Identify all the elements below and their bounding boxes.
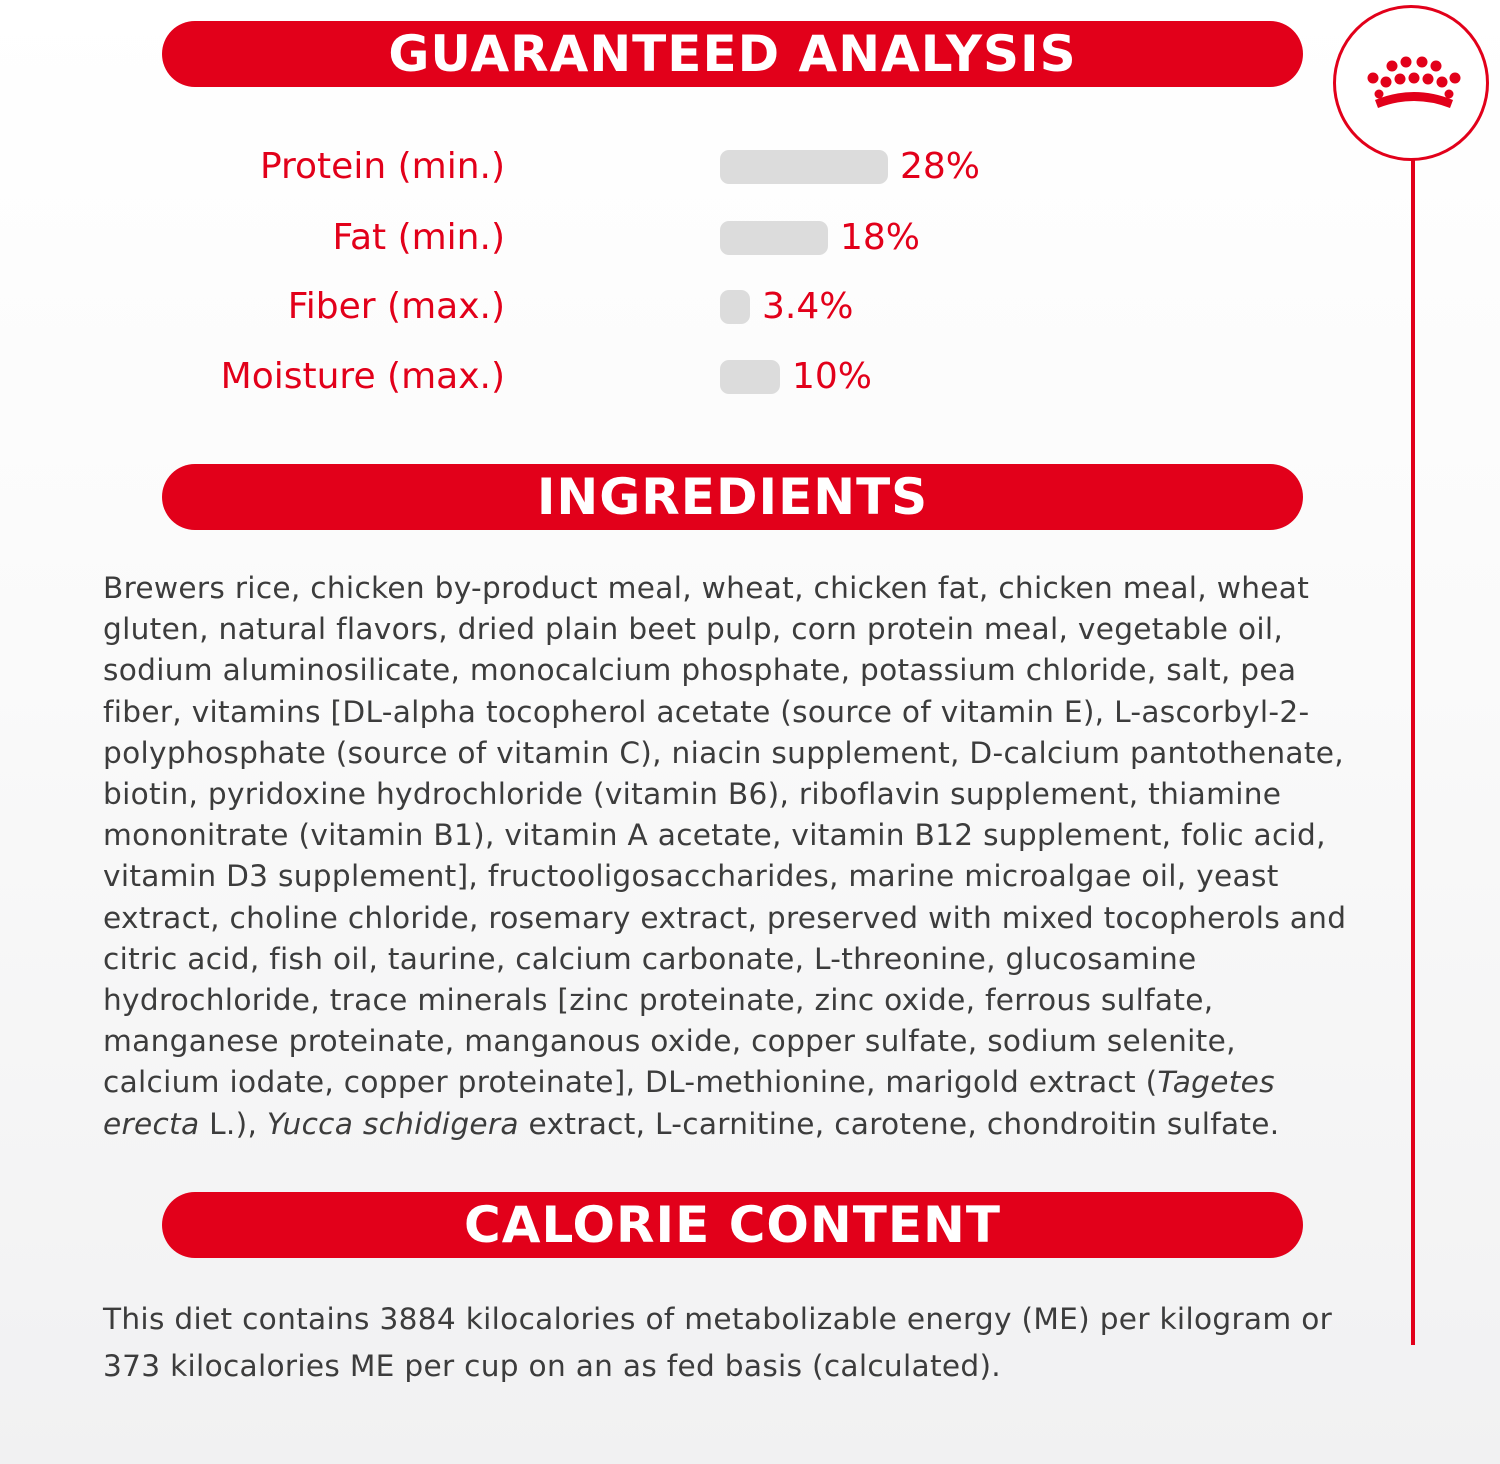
- analysis-bar: [720, 360, 780, 394]
- analysis-row-moisture: [0, 357, 1300, 397]
- ingredients-italic: Tagetes erecta: [103, 1065, 1275, 1141]
- ingredients-text: Brewers rice, chicken by-product meal, wheat, chicken fat, chicken meal, wheat gluten, natural flavors, dried plain beet pulp, corn protein meal, vegetable oil, sodium aluminosilicate, monocalcium phosphate, potassium chloride, salt, pea fiber, vitamins [DL-alpha tocopherol acetate (source of vitamin E), L-ascorbyl-2-polyphosphate (source of vitamin C), niacin supplement, D-calcium pantothenate, biotin, pyridoxine hydrochloride (vitamin B6), riboflavin supplement, thiamine mononitrate (vitamin B1), vitamin A acetate, vitamin B12 supplement, folic acid, vitamin D3 supplement], fructooligosaccharides, marine microalgae oil, yeast extract, choline chloride, rosemary extract, preserved with mixed tocopherols and citric acid, fish oil, taurine, calcium carbonate, L-threonine, glucosamine hydrochloride, trace minerals [zinc proteinate, zinc oxide, ferrous sulfate, manganese proteinate, manganous oxide, copper sulfate, sodium selenite, calcium iodate, copper proteinate], DL-methionine, marigold extract (: [103, 571, 1347, 1100]
- analysis-value: 28%: [900, 146, 981, 187]
- ingredients-list: [103, 568, 1348, 1145]
- analysis-row-protein: [0, 147, 1300, 187]
- calorie-text: This diet contains 3884 kilocalories of metabolizable energy (ME) per kilogram or 373 kilocalories ME per cup on an as fed basis (calculated).: [103, 1302, 1333, 1383]
- analysis-row-fiber: [0, 287, 1300, 327]
- crown-icon: [1365, 56, 1463, 118]
- analysis-row-fat: [0, 218, 1300, 258]
- analysis-label: Fat (min.): [332, 217, 505, 258]
- analysis-value: 18%: [840, 217, 921, 258]
- ingredients-text: extract, L-carnitine, carotene, chondroitin sulfate.: [518, 1106, 1280, 1141]
- section-header-calorie: CALORIE CONTENT: [162, 1192, 1303, 1258]
- analysis-label: Protein (min.): [259, 146, 505, 187]
- section-header-analysis: GUARANTEED ANALYSIS: [162, 21, 1303, 87]
- analysis-label: Fiber (max.): [287, 286, 505, 327]
- analysis-bar: [720, 290, 750, 324]
- analysis-value: 3.4%: [762, 286, 854, 327]
- ingredients-italic: Yucca schidigera: [266, 1106, 519, 1141]
- ingredients-text: L.),: [199, 1106, 267, 1141]
- decorative-vertical-line: [1411, 160, 1415, 1345]
- analysis-label: Moisture (max.): [220, 356, 505, 397]
- analysis-value: 10%: [792, 356, 873, 397]
- analysis-bar: [720, 221, 828, 255]
- brand-logo: [1333, 5, 1489, 161]
- analysis-bar: [720, 150, 888, 184]
- section-header-ingredients: INGREDIENTS: [162, 464, 1303, 530]
